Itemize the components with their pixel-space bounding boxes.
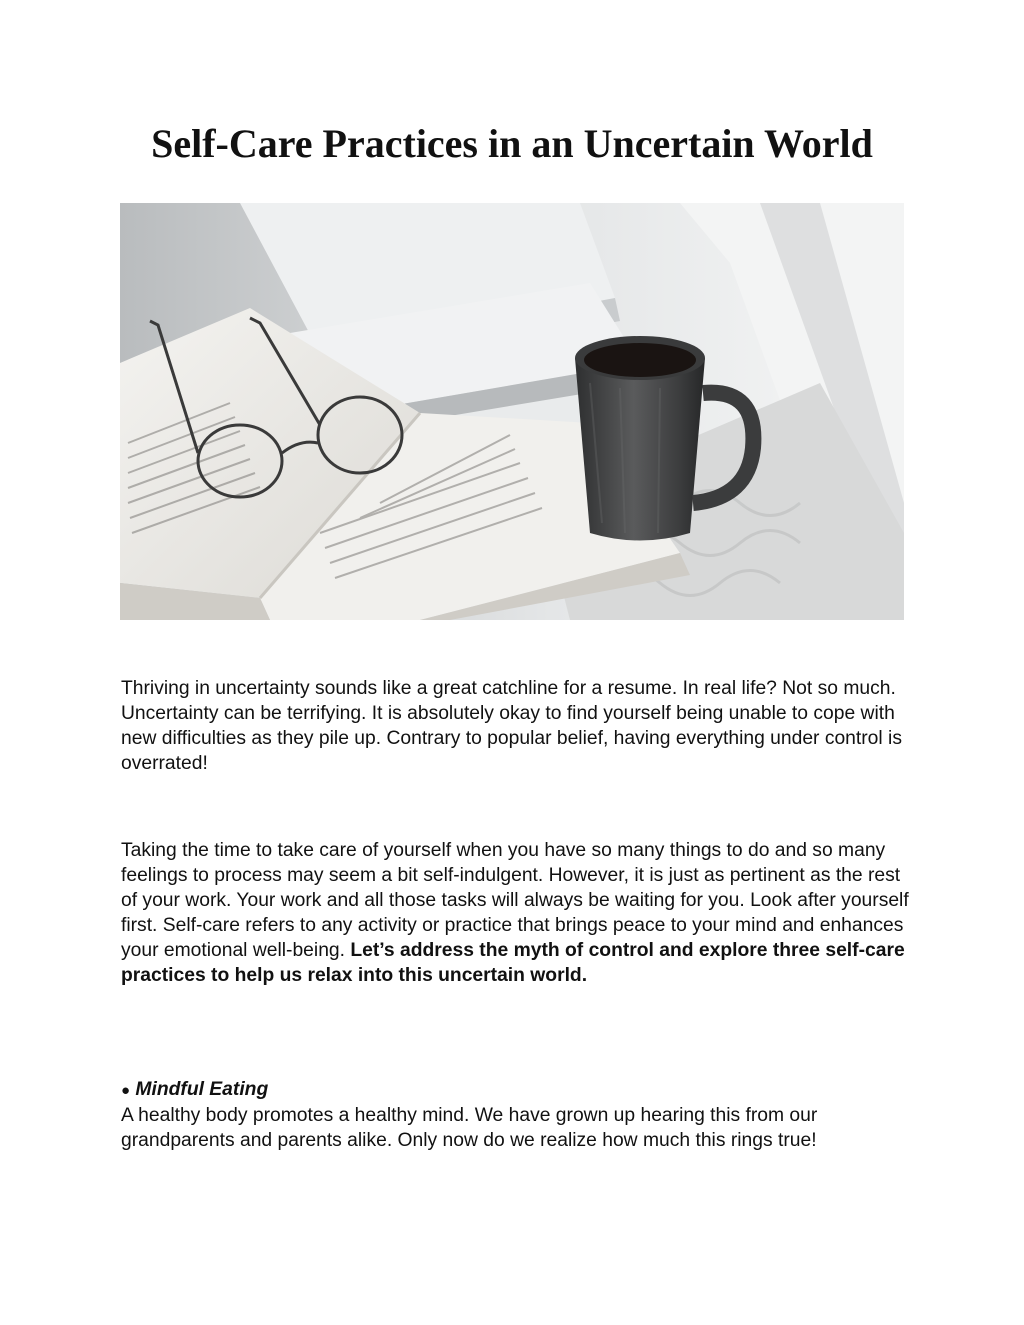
second-paragraph-bold: Let’s address the myth of control and explore three self-care practices to help us relax into this uncertain world. [121, 940, 905, 986]
bullet-icon: ● [121, 1082, 131, 1099]
hero-photo [120, 203, 904, 620]
second-paragraph [121, 838, 911, 988]
intro-paragraph: Thriving in uncertainty sounds like a great catchline for a resume. In real life? Not so much. Uncertainty can be terrifying. It is absolutely okay to find yourself being unable to cope with new difficulties as they pile up. Contrary to popular belief, having everything under control is overrated! [121, 678, 902, 774]
section-heading [121, 1077, 911, 1103]
section-body: A healthy body promotes a healthy mind. We have grown up hearing this from our grandparents and parents alike. Only now do we realize how much this rings true! [121, 1105, 818, 1151]
second-paragraph-text: Taking the time to take care of yourself when you have so many things to do and so many feelings to process may seem a bit self-indulgent. However, it is just as pertinent as the rest of your work. Your work and all those tasks will always be waiting for you. Look after yourself first. Self-care refers to any activity or practice that brings peace to your mind and enhances your emotional well-being. [121, 840, 909, 961]
section-mindful-eating [121, 1077, 911, 1153]
page-title: Self-Care Practices in an Uncertain World [151, 121, 873, 166]
section-heading-text: Mindful Eating [135, 1079, 269, 1100]
